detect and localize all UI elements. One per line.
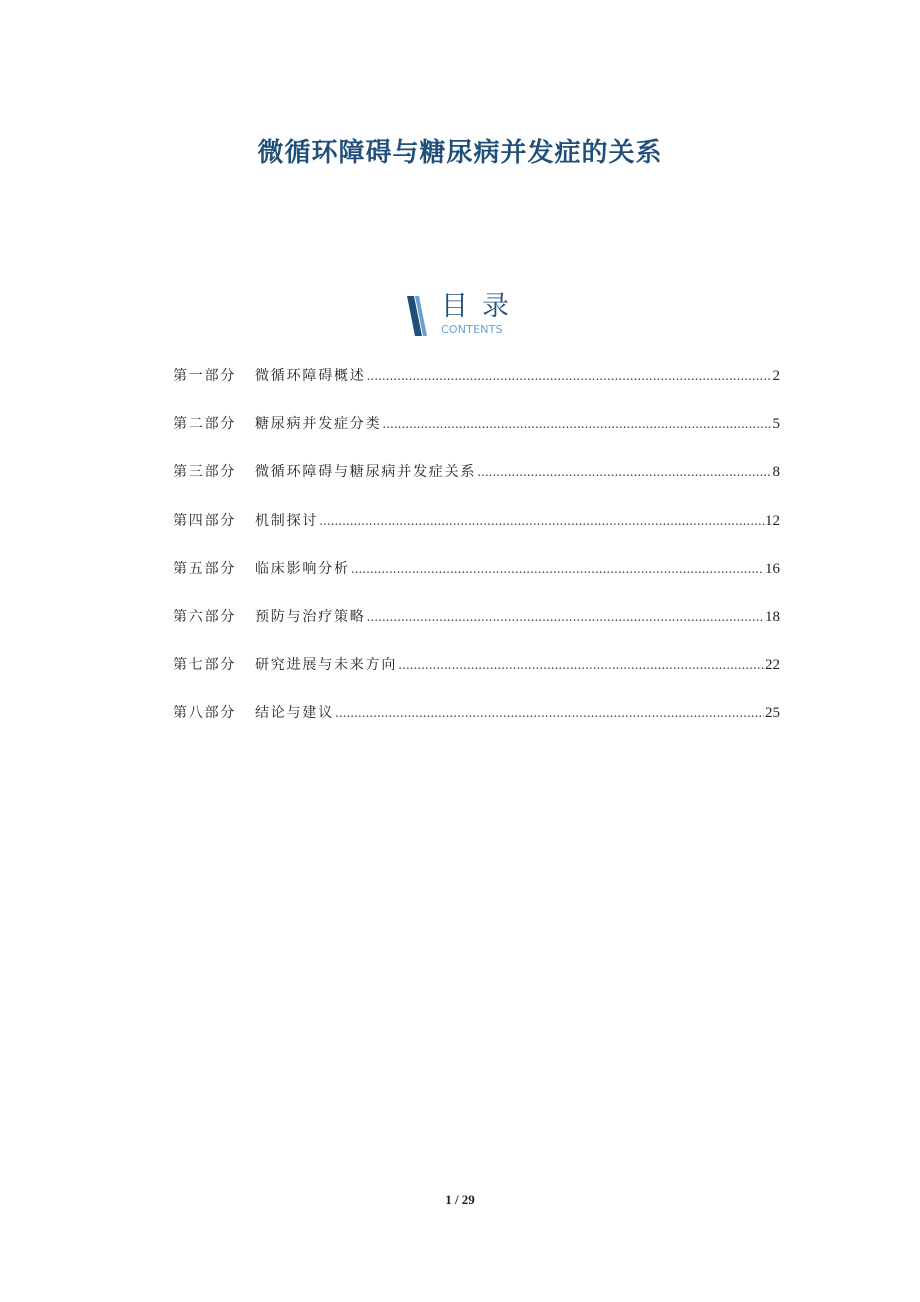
toc-heading: 目录 <box>441 291 523 322</box>
toc-entry-leader <box>477 462 771 482</box>
toc-entry-page-number: 5 <box>772 416 780 433</box>
toc-entry-page-number: 18 <box>765 608 780 625</box>
toc-subheading: CONTENTS <box>441 323 503 336</box>
table-of-contents <box>173 366 780 752</box>
toc-entry-title: 机制探讨 <box>255 512 319 529</box>
document-title: 微循环障碍与糖尿病并发症的关系 <box>257 138 663 169</box>
toc-entry-part-8[interactable] <box>173 703 780 751</box>
toc-entry-part-4[interactable] <box>173 511 780 559</box>
toc-entry-part-5[interactable] <box>173 559 780 607</box>
toc-entry-leader <box>398 655 764 675</box>
toc-entry-part-2[interactable] <box>173 414 780 462</box>
toc-entry-part-label: 第八部分 <box>173 705 237 722</box>
toc-entry-leader <box>335 703 764 723</box>
toc-entry-part-label: 第三部分 <box>173 464 237 481</box>
toc-entry-part-3[interactable] <box>173 462 780 510</box>
toc-entry-title: 研究进展与未来方向 <box>255 657 398 674</box>
toc-entry-page-number: 8 <box>772 464 780 481</box>
toc-entry-leader <box>367 366 772 386</box>
toc-entry-part-label: 第二部分 <box>173 416 237 433</box>
toc-entry-part-label: 第六部分 <box>173 608 237 625</box>
toc-entry-title: 临床影响分析 <box>255 560 350 577</box>
toc-entry-title: 糖尿病并发症分类 <box>255 416 382 433</box>
toc-entry-title: 预防与治疗策略 <box>255 608 366 625</box>
toc-header <box>405 291 535 340</box>
toc-entry-part-1[interactable] <box>173 366 780 414</box>
toc-entry-part-label: 第四部分 <box>173 512 237 529</box>
toc-entry-page-number: 16 <box>765 560 780 577</box>
toc-entry-page-number: 2 <box>772 368 780 384</box>
toc-entry-page-number: 22 <box>765 657 780 674</box>
toc-entry-title: 微循环障碍与糖尿病并发症关系 <box>255 464 477 481</box>
toc-entry-title: 微循环障碍概述 <box>255 368 366 384</box>
toc-entry-part-7[interactable] <box>173 655 780 703</box>
toc-entry-leader <box>319 511 764 531</box>
toc-entry-part-label: 第七部分 <box>173 657 237 674</box>
toc-entry-page-number: 25 <box>765 705 780 722</box>
toc-stripe-icon <box>405 296 431 336</box>
toc-entry-leader <box>382 414 771 434</box>
toc-entry-leader <box>367 607 764 627</box>
toc-entry-part-label: 第五部分 <box>173 560 237 577</box>
toc-entry-part-6[interactable] <box>173 607 780 655</box>
toc-entry-page-number: 12 <box>765 512 780 529</box>
page-number-footer: 1 / 29 <box>445 1192 475 1207</box>
toc-entry-part-label: 第一部分 <box>173 368 237 384</box>
toc-entry-title: 结论与建议 <box>255 705 334 722</box>
toc-entry-leader <box>351 559 764 579</box>
